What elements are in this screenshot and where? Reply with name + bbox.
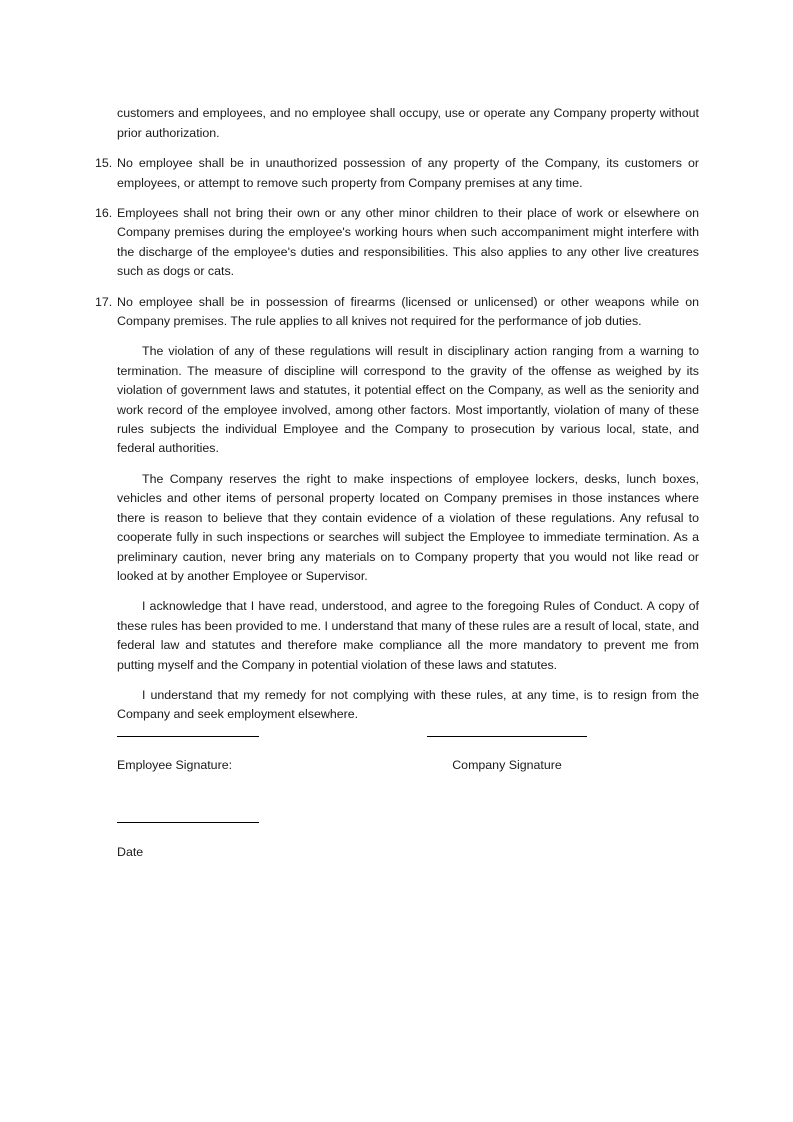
list-item-text: No employee shall be in unauthorized possession of any property of the Company, its customers or employees, or attempt to remove such property from Company premises at any time.	[117, 156, 699, 190]
employee-signature-line[interactable]	[117, 736, 259, 737]
body-paragraph: I understand that my remedy for not complying with these rules, at any time, is to resign from the Company and seek employment elsewhere.	[117, 687, 699, 722]
list-item	[95, 154, 699, 193]
list-item-number: 15.	[95, 156, 113, 171]
signature-block	[117, 736, 699, 794]
date-label: Date	[117, 845, 144, 859]
list-item	[95, 293, 699, 332]
list-item-number: 16.	[95, 206, 113, 221]
list-item-text: Employees shall not bring their own or any other minor children to their place of work or elsewhere on Company premises during the employee's working hours when such accompaniment might interfere with the discharge of the employee's duties and responsibilities. This also applies to any other live creatures such as dogs or cats.	[117, 206, 699, 279]
list-item-number: 17.	[95, 294, 113, 309]
date-line[interactable]	[117, 822, 259, 823]
company-signature-line[interactable]	[427, 736, 587, 737]
employee-signature-label: Employee Signature:	[117, 758, 233, 772]
body-paragraph: The violation of any of these regulations will result in disciplinary action ranging from a warning to termination. The measure of discipline will correspond to the gravity of the offense as weighed by its violation of government laws and statutes, it potential effect on the Company, as well as the seniority and work record of the employee involved, among other factors. Most importantly, violation of many of these rules subjects the individual Employee and the Company to prosecution by various local, state, and federal authorities.	[117, 344, 699, 456]
list-item	[95, 204, 699, 282]
date-block	[117, 822, 317, 862]
continuation-paragraph: customers and employees, and no employee shall occupy, use or operate any Company property without prior authorization.	[117, 106, 699, 140]
company-signature-label: Company Signature	[452, 758, 562, 772]
body-paragraph: The Company reserves the right to make inspections of employee lockers, desks, lunch boxes, vehicles and other items of personal property located on Company premises in those instances where there is reason to believe that they contain evidence of a violation of these regulations. Any refusal to cooperate fully in such inspections or searches will subject the Employee to immediate termination. As a preliminary caution, never bring any materials on to Company property that you would not like read or looked at by another Employee or Supervisor.	[117, 471, 699, 583]
list-item-text: No employee shall be in possession of firearms (licensed or unlicensed) or other weapons while on Company premises. The rule applies to all knives not required for the performance of job duties.	[117, 294, 699, 329]
body-paragraph: I acknowledge that I have read, understood, and agree to the foregoing Rules of Conduct. A copy of these rules has been provided to me. I understand that many of these rules are a result of local, state, and federal law and statutes and therefore make compliance all the more mandatory to prevent me from putting myself and the Company in potential violation of these laws and statutes.	[117, 599, 699, 672]
signature-row	[117, 736, 699, 794]
document-body	[95, 92, 699, 736]
